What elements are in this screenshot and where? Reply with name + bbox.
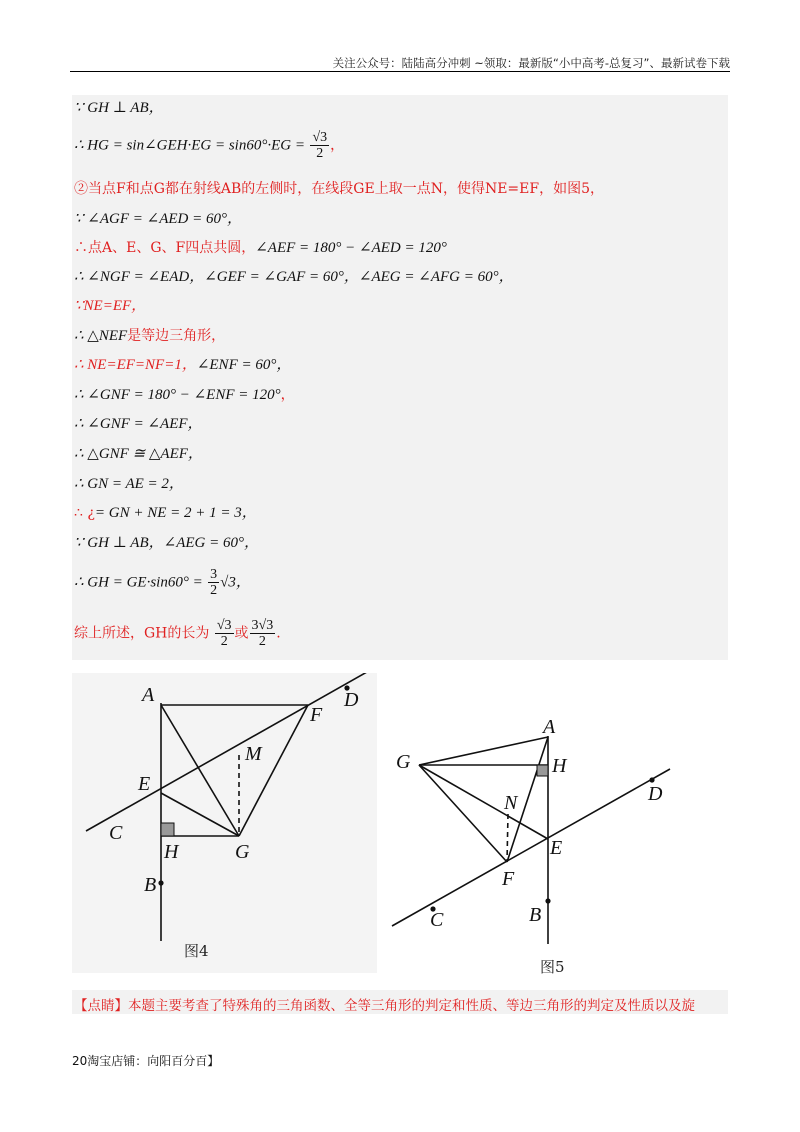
solution-line-15: ∵ GH ⊥ AB，∠AEG = 60°， [74,535,259,551]
solution-line-4: ∵ ∠AGF = ∠AED = 60°， [74,211,242,227]
solution-line-8: ∴ △NEF是等边三角形， [74,328,226,344]
label-A: A [543,716,556,738]
header-divider [70,71,730,72]
segment-AG [161,705,239,836]
segment-NF [507,814,508,862]
figure-4-caption: 图4 [184,942,209,960]
segment-GA [419,737,548,765]
fraction-sqrt3-over-2: $\frac{√3}{2}$ [312,130,328,161]
label-C: C [430,909,444,931]
solution-line-14: ∴ ¿= GN + NE = 2 + 1 = 3， [74,505,257,521]
label-M: M [245,743,262,765]
figure-4-diagram [72,673,377,973]
label-C: C [109,822,123,844]
solution-line-7: ∵NE=EF， [74,298,147,314]
solution-line-2: ∴ HG = sin∠GEH·EG = sin60°·EG = $\frac{√3}{2}$ ， [74,130,345,161]
solution-line-16: ∴ GH = GE·sin60° = $\frac{3}{2}$ √3， [74,567,251,598]
note-text: 【点睛】本题主要考查了特殊角的三角函数、全等三角形的判定和性质、等边三角形的判定及性质以及旋 [74,998,695,1014]
fraction-answer-2: $\frac{3√3}{2}$ [251,618,274,649]
segment-GF [419,765,507,862]
point-B [158,880,163,885]
label-H: H [552,755,567,777]
right-angle-marker [537,765,548,776]
solution-line-9: ∴ NE=EF=NF=1，∠ENF = 60°， [74,357,292,373]
label-B: B [144,874,157,896]
solution-line-11: ∴ ∠GNF = ∠AEF， [74,416,203,432]
segment-GE [419,765,548,839]
page-footer: 20淘宝店铺：向阳百分百】 [72,1054,220,1068]
solution-line-13: ∴ GN = AE = 2， [74,476,184,492]
figure-5 [384,708,680,976]
line-CD [86,673,374,831]
solution-line-3: ②当点F和点G都在射线AB的左侧时，在线段GE上取一点N，使得NE=EF，如图5， [74,181,604,197]
figure-4 [72,673,377,973]
right-angle-marker [161,823,174,836]
label-D: D [344,689,359,711]
solution-line-6: ∴ ∠NGF = ∠EAD，∠GEF = ∠GAF = 60°，∠AEG = ∠AFG = 60°， [74,269,514,285]
point-D [649,777,654,782]
solution-line-5: ∴点A、E、G、F四点共圆，∠AEF = 180° − ∠AED = 120° [74,240,447,256]
solution-line-10: ∴ ∠GNF = 180° − ∠ENF = 120°， [74,387,295,403]
label-G: G [235,841,250,863]
line-CD [392,769,670,926]
label-F: F [310,704,323,726]
label-G: G [396,751,411,773]
label-E: E [138,773,151,795]
label-N: N [504,792,518,814]
solution-line-12: ∴ △GNF ≅ △AEF， [74,446,203,462]
label-D: D [648,783,663,805]
solution-conclusion: 综上所述，GH的长为 $\frac{√3}{2}$ 或 $\frac{3√3}{2}$ . [74,618,281,649]
fraction-3-over-2: $\frac{3}{2}$ [210,567,218,598]
label-H: H [164,841,179,863]
solution-line-1: ∵ GH ⊥ AB， [74,100,164,116]
label-E: E [550,837,563,859]
figure-5-caption: 图5 [540,958,565,976]
label-F: F [502,868,515,890]
label-B: B [529,904,542,926]
figure-5-diagram [384,708,680,973]
point-B [545,898,550,903]
fraction-answer-1: $\frac{√3}{2}$ [216,618,232,649]
label-A: A [142,684,155,706]
page-header: 关注公众号：陆陆高分冲刺 ~领取：最新版“小中高考-总复习”、最新试卷下载 [332,56,730,70]
